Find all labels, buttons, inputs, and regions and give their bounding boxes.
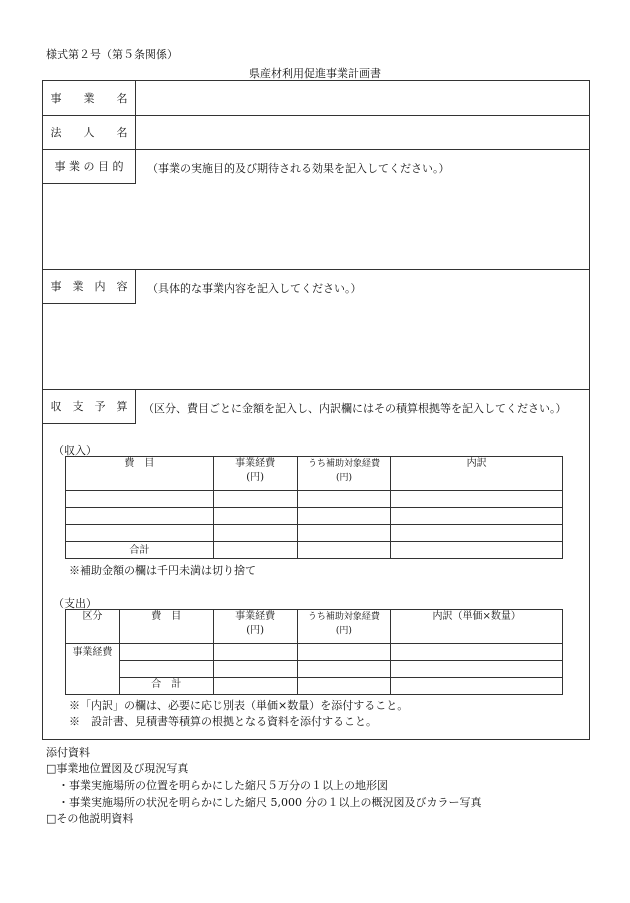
col-header-detail: 内訳 xyxy=(391,457,563,491)
col-header-cost xyxy=(213,610,297,644)
table-cell[interactable] xyxy=(213,542,297,559)
table-cell[interactable] xyxy=(66,491,214,508)
col-header-subsidy xyxy=(297,610,391,644)
form-number-label: 様式第２号（第５条関係） xyxy=(46,48,178,61)
attachment-item-other[interactable]: □その他説明資料 xyxy=(46,812,134,825)
col-header-cost xyxy=(213,457,297,491)
content-field[interactable] xyxy=(43,304,589,388)
col-header-item: 費 目 xyxy=(119,610,213,644)
document-title: 県産材利用促進事業計画書 xyxy=(249,67,381,80)
table-cell[interactable] xyxy=(297,491,391,508)
col-header-category: 区分 xyxy=(66,610,120,644)
table-cell[interactable] xyxy=(391,542,563,559)
table-cell[interactable] xyxy=(297,644,391,661)
expense-table xyxy=(65,609,563,695)
subsidy-label: うち補助対象経費 xyxy=(307,612,380,622)
table-cell[interactable] xyxy=(66,508,214,525)
yen-unit: (円) xyxy=(335,473,352,483)
table-row xyxy=(66,661,563,678)
divider xyxy=(135,389,136,423)
cost-label: 事業経費 xyxy=(235,611,276,622)
table-cell[interactable] xyxy=(297,678,391,695)
purpose-field[interactable] xyxy=(43,184,589,268)
table-cell[interactable] xyxy=(391,508,563,525)
content-label: 事 業 内 容 xyxy=(50,280,128,293)
table-cell[interactable] xyxy=(297,542,391,559)
table-cell[interactable] xyxy=(213,491,297,508)
income-heading: （収入） xyxy=(53,444,97,457)
table-cell[interactable] xyxy=(297,525,391,542)
total-row xyxy=(66,542,563,559)
cost-label: 事業経費 xyxy=(235,458,276,469)
attachments-heading: 添付資料 xyxy=(46,746,90,759)
table-cell[interactable] xyxy=(391,661,563,678)
table-cell[interactable] xyxy=(213,678,297,695)
divider xyxy=(135,269,136,303)
total-row xyxy=(66,678,563,695)
purpose-label: 事 業 の 目 的 xyxy=(54,160,124,173)
budget-instruction: （区分、費目ごとに金額を記入し、内訳欄にはその積算根拠等を記入してください。） xyxy=(143,402,567,415)
yen-unit: (円) xyxy=(246,625,265,636)
subsidy-label: うち補助対象経費 xyxy=(307,459,380,469)
table-cell[interactable] xyxy=(66,525,214,542)
col-header-detail: 内訳（単価×数量） xyxy=(391,610,563,644)
category-cell: 事業経費 xyxy=(66,644,120,695)
project-name-label: 事 業 名 xyxy=(50,92,128,105)
table-cell[interactable] xyxy=(391,678,563,695)
attachment-item-site-map[interactable]: □事業地位置図及び現況写真 xyxy=(46,762,189,775)
table-row xyxy=(66,644,563,661)
col-header-item: 費 目 xyxy=(66,457,214,491)
yen-unit: (円) xyxy=(335,626,352,636)
table-cell[interactable] xyxy=(119,644,213,661)
table-cell[interactable] xyxy=(391,491,563,508)
table-cell[interactable] xyxy=(297,661,391,678)
attachment-subitem-topo-map: ・事業実施場所の位置を明らかにした縮尺５万分の１以上の地形図 xyxy=(58,779,388,792)
table-row xyxy=(66,525,563,542)
table-cell[interactable] xyxy=(213,508,297,525)
plan-form-frame xyxy=(42,80,590,740)
expense-heading: （支出） xyxy=(53,597,97,610)
total-label: 合計 xyxy=(66,542,214,559)
total-label: 合 計 xyxy=(119,678,213,695)
table-header-row xyxy=(66,610,563,644)
attachment-subitem-overview-map: ・事業実施場所の状況を明らかにした縮尺 5,000 分の１以上の概況図及びカラー写真 xyxy=(58,796,482,809)
table-cell[interactable] xyxy=(391,525,563,542)
yen-unit: (円) xyxy=(246,472,265,483)
divider xyxy=(43,423,136,424)
corporation-name-field[interactable] xyxy=(136,115,590,149)
expense-note-1: ※「内訳」の欄は、必要に応じ別表（単価×数量）を添付すること。 xyxy=(69,699,409,712)
purpose-instruction: （事業の実施目的及び期待される効果を記入してください。） xyxy=(147,162,450,175)
income-note: ※補助金額の欄は千円未満は切り捨て xyxy=(69,564,256,577)
table-cell[interactable] xyxy=(213,661,297,678)
table-cell[interactable] xyxy=(213,644,297,661)
project-name-field[interactable] xyxy=(136,81,590,115)
table-header-row xyxy=(66,457,563,491)
col-header-subsidy xyxy=(297,457,391,491)
table-cell[interactable] xyxy=(119,661,213,678)
income-table xyxy=(65,456,563,559)
divider xyxy=(135,149,136,183)
table-cell[interactable] xyxy=(213,525,297,542)
content-instruction: （具体的な事業内容を記入してください。） xyxy=(147,282,362,295)
table-cell[interactable] xyxy=(391,644,563,661)
budget-label: 収 支 予 算 xyxy=(50,400,128,413)
corporation-name-label: 法 人 名 xyxy=(50,126,128,139)
expense-note-2: ※ 設計書、見積書等積算の根拠となる資料を添付すること。 xyxy=(69,715,377,728)
table-cell[interactable] xyxy=(297,508,391,525)
table-row xyxy=(66,508,563,525)
table-row xyxy=(66,491,563,508)
